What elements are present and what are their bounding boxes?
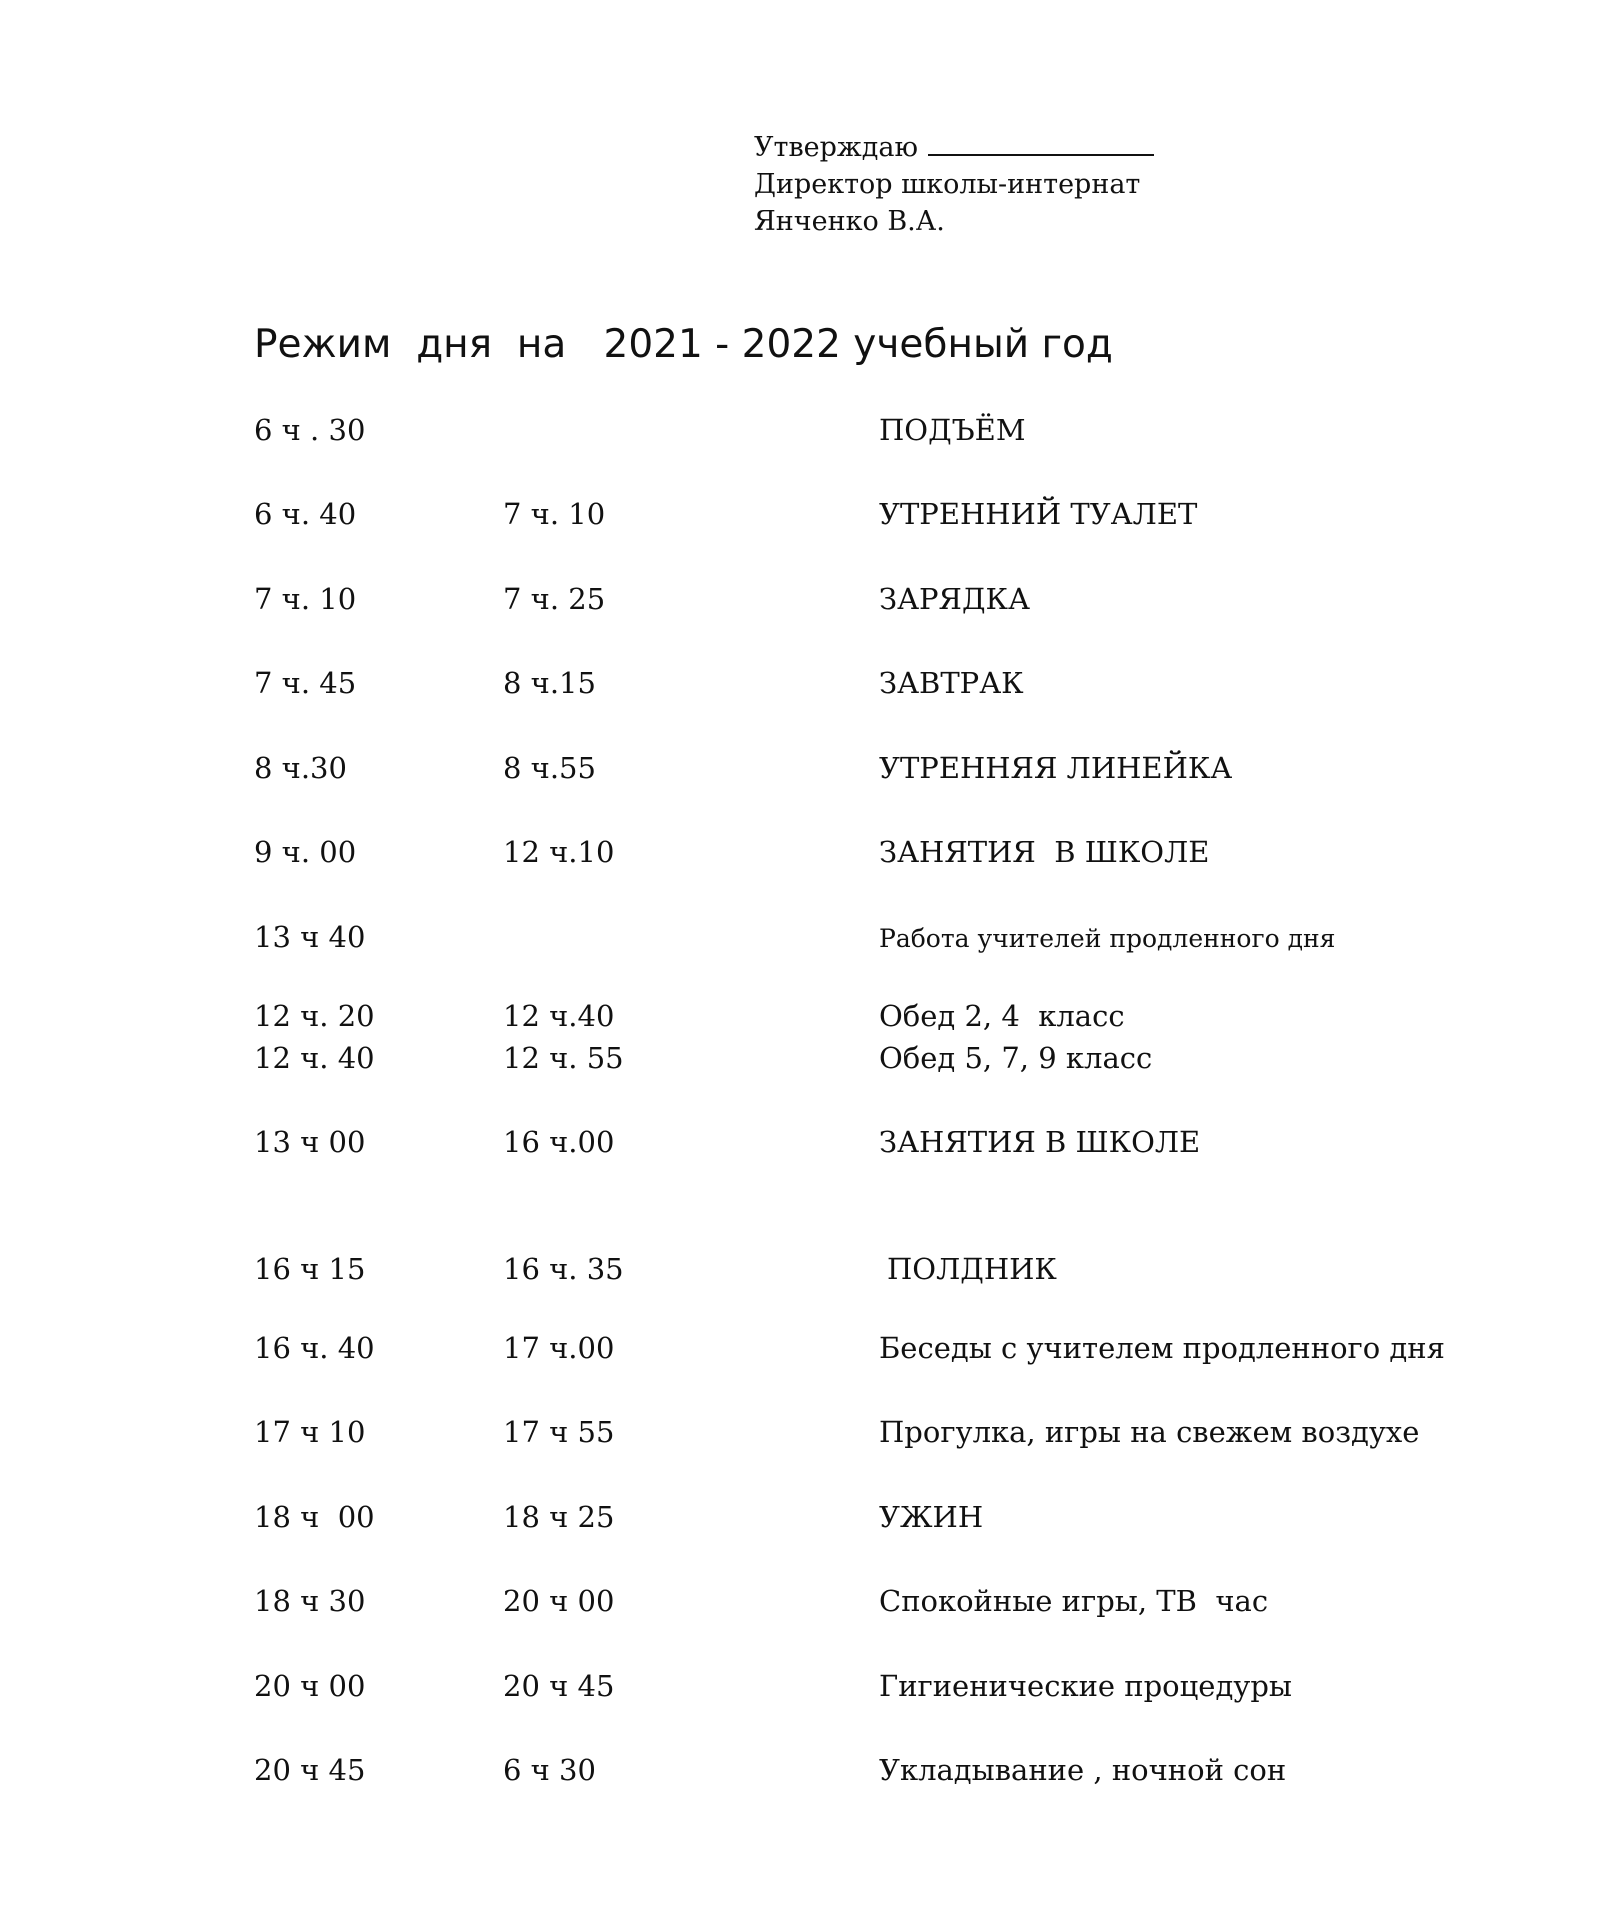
schedule-activity: ЗАРЯДКА bbox=[879, 582, 1030, 616]
schedule-row bbox=[0, 920, 1617, 960]
schedule-end-time: 8 ч.15 bbox=[503, 666, 596, 700]
schedule-row bbox=[0, 666, 1617, 706]
schedule-start-time: 7 ч. 10 bbox=[254, 582, 357, 616]
schedule-row bbox=[0, 1500, 1617, 1540]
schedule-start-time: 16 ч. 40 bbox=[254, 1331, 375, 1365]
schedule-start-time: 6 ч. 40 bbox=[254, 497, 357, 531]
schedule-activity: ПОДЪЁМ bbox=[879, 413, 1026, 447]
schedule-start-time: 12 ч. 40 bbox=[254, 1041, 375, 1075]
schedule-end-time: 17 ч.00 bbox=[503, 1331, 615, 1365]
schedule-activity: Спокойные игры, ТВ час bbox=[879, 1584, 1269, 1618]
schedule-start-time: 18 ч 30 bbox=[254, 1584, 366, 1618]
schedule-row bbox=[0, 1753, 1617, 1793]
schedule-start-time: 9 ч. 00 bbox=[254, 835, 357, 869]
schedule-end-time: 16 ч.00 bbox=[503, 1125, 615, 1159]
schedule-row bbox=[0, 1669, 1617, 1709]
schedule-row bbox=[0, 1415, 1617, 1455]
schedule-start-time: 17 ч 10 bbox=[254, 1415, 366, 1449]
signature-line bbox=[928, 128, 1154, 156]
schedule-end-time: 20 ч 45 bbox=[503, 1669, 615, 1703]
schedule-end-time: 18 ч 25 bbox=[503, 1500, 615, 1534]
schedule-start-time: 16 ч 15 bbox=[254, 1252, 366, 1286]
schedule-activity: ПОЛДНИК bbox=[887, 1252, 1057, 1286]
schedule-end-time: 17 ч 55 bbox=[503, 1415, 615, 1449]
schedule-row bbox=[0, 835, 1617, 875]
schedule-activity: Обед 5, 7, 9 класс bbox=[879, 1041, 1153, 1075]
schedule-activity: УТРЕННИЙ ТУАЛЕТ bbox=[879, 497, 1198, 531]
schedule-activity: Гигиенические процедуры bbox=[879, 1669, 1293, 1703]
schedule-start-time: 6 ч . 30 bbox=[254, 413, 366, 447]
schedule-end-time: 7 ч. 10 bbox=[503, 497, 606, 531]
schedule-start-time: 20 ч 45 bbox=[254, 1753, 366, 1787]
schedule-start-time: 8 ч.30 bbox=[254, 751, 347, 785]
schedule-activity: ЗАНЯТИЯ В ШКОЛЕ bbox=[879, 1125, 1201, 1159]
schedule-activity: Прогулка, игры на свежем воздухе bbox=[879, 1415, 1420, 1449]
schedule-end-time: 8 ч.55 bbox=[503, 751, 596, 785]
schedule-start-time: 7 ч. 45 bbox=[254, 666, 357, 700]
schedule-activity: ЗАВТРАК bbox=[879, 666, 1024, 700]
schedule-row bbox=[0, 1331, 1617, 1371]
schedule-activity: Укладывание , ночной сон bbox=[879, 1753, 1287, 1787]
schedule-row bbox=[0, 413, 1617, 453]
schedule-end-time: 7 ч. 25 bbox=[503, 582, 606, 616]
approval-block bbox=[754, 128, 1154, 240]
approval-line-name: Янченко В.А. bbox=[754, 206, 945, 237]
schedule-activity: ЗАНЯТИЯ В ШКОЛЕ bbox=[879, 835, 1210, 869]
schedule-row bbox=[0, 751, 1617, 791]
schedule-row bbox=[0, 497, 1617, 537]
schedule-end-time: 12 ч. 55 bbox=[503, 1041, 624, 1075]
schedule-end-time: 12 ч.10 bbox=[503, 835, 615, 869]
schedule-end-time: 12 ч.40 bbox=[503, 999, 615, 1033]
schedule-row bbox=[0, 582, 1617, 622]
approval-approve-text: Утверждаю bbox=[754, 132, 918, 163]
schedule-start-time: 12 ч. 20 bbox=[254, 999, 375, 1033]
schedule-activity: УЖИН bbox=[879, 1500, 984, 1534]
schedule-row bbox=[0, 1252, 1617, 1292]
schedule-start-time: 13 ч 40 bbox=[254, 920, 366, 954]
schedule-row bbox=[0, 999, 1617, 1039]
approval-line-approve bbox=[754, 128, 1154, 166]
schedule-activity: Беседы с учителем продленного дня bbox=[879, 1331, 1445, 1365]
schedule-activity: Обед 2, 4 класс bbox=[879, 999, 1125, 1033]
schedule-activity: Работа учителей продленного дня bbox=[879, 924, 1336, 953]
schedule-row bbox=[0, 1041, 1617, 1081]
schedule-end-time: 16 ч. 35 bbox=[503, 1252, 624, 1286]
schedule-row bbox=[0, 1584, 1617, 1624]
schedule-end-time: 6 ч 30 bbox=[503, 1753, 596, 1787]
schedule-start-time: 18 ч 00 bbox=[254, 1500, 375, 1534]
schedule-end-time: 20 ч 00 bbox=[503, 1584, 615, 1618]
schedule-start-time: 20 ч 00 bbox=[254, 1669, 366, 1703]
page-title: Режим дня на 2021 - 2022 учебный год bbox=[254, 322, 1113, 367]
schedule-row bbox=[0, 1125, 1617, 1165]
approval-line-position: Директор школы-интернат bbox=[754, 169, 1141, 200]
schedule-activity: УТРЕННЯЯ ЛИНЕЙКА bbox=[879, 751, 1233, 785]
schedule-start-time: 13 ч 00 bbox=[254, 1125, 366, 1159]
